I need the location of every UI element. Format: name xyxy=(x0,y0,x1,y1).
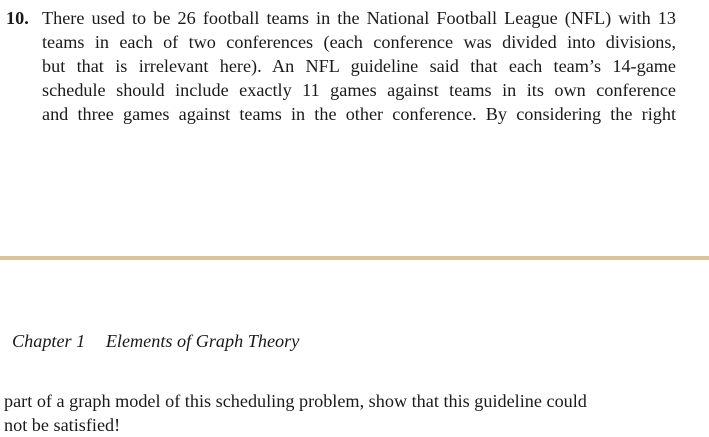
problem-continuation xyxy=(4,389,644,437)
problem-line: and three games against teams in the other conference. By considering the right xyxy=(42,104,676,124)
problem-line: schedule should include exactly 11 games against teams in its own conference xyxy=(42,80,676,100)
problem-number: 10. xyxy=(6,8,29,28)
continuation-line: part of a graph model of this scheduling problem, show that this guideline could xyxy=(4,391,587,411)
continuation-line: not be satisfied! xyxy=(4,415,121,435)
problem-line: but that is irrelevant here). An NFL guideline said that each team’s 14-game xyxy=(42,56,676,76)
chapter-label: Chapter 1 xyxy=(12,331,86,351)
problem-text xyxy=(42,6,676,126)
problem-line: There used to be 26 football teams in the National Football League (NFL) with 13 xyxy=(42,8,676,28)
problem-line: teams in each of two conferences (each conference was divided into divisions, xyxy=(42,32,676,52)
page-break-divider xyxy=(0,256,709,260)
running-header xyxy=(12,329,299,353)
chapter-title: Elements of Graph Theory xyxy=(105,331,300,351)
